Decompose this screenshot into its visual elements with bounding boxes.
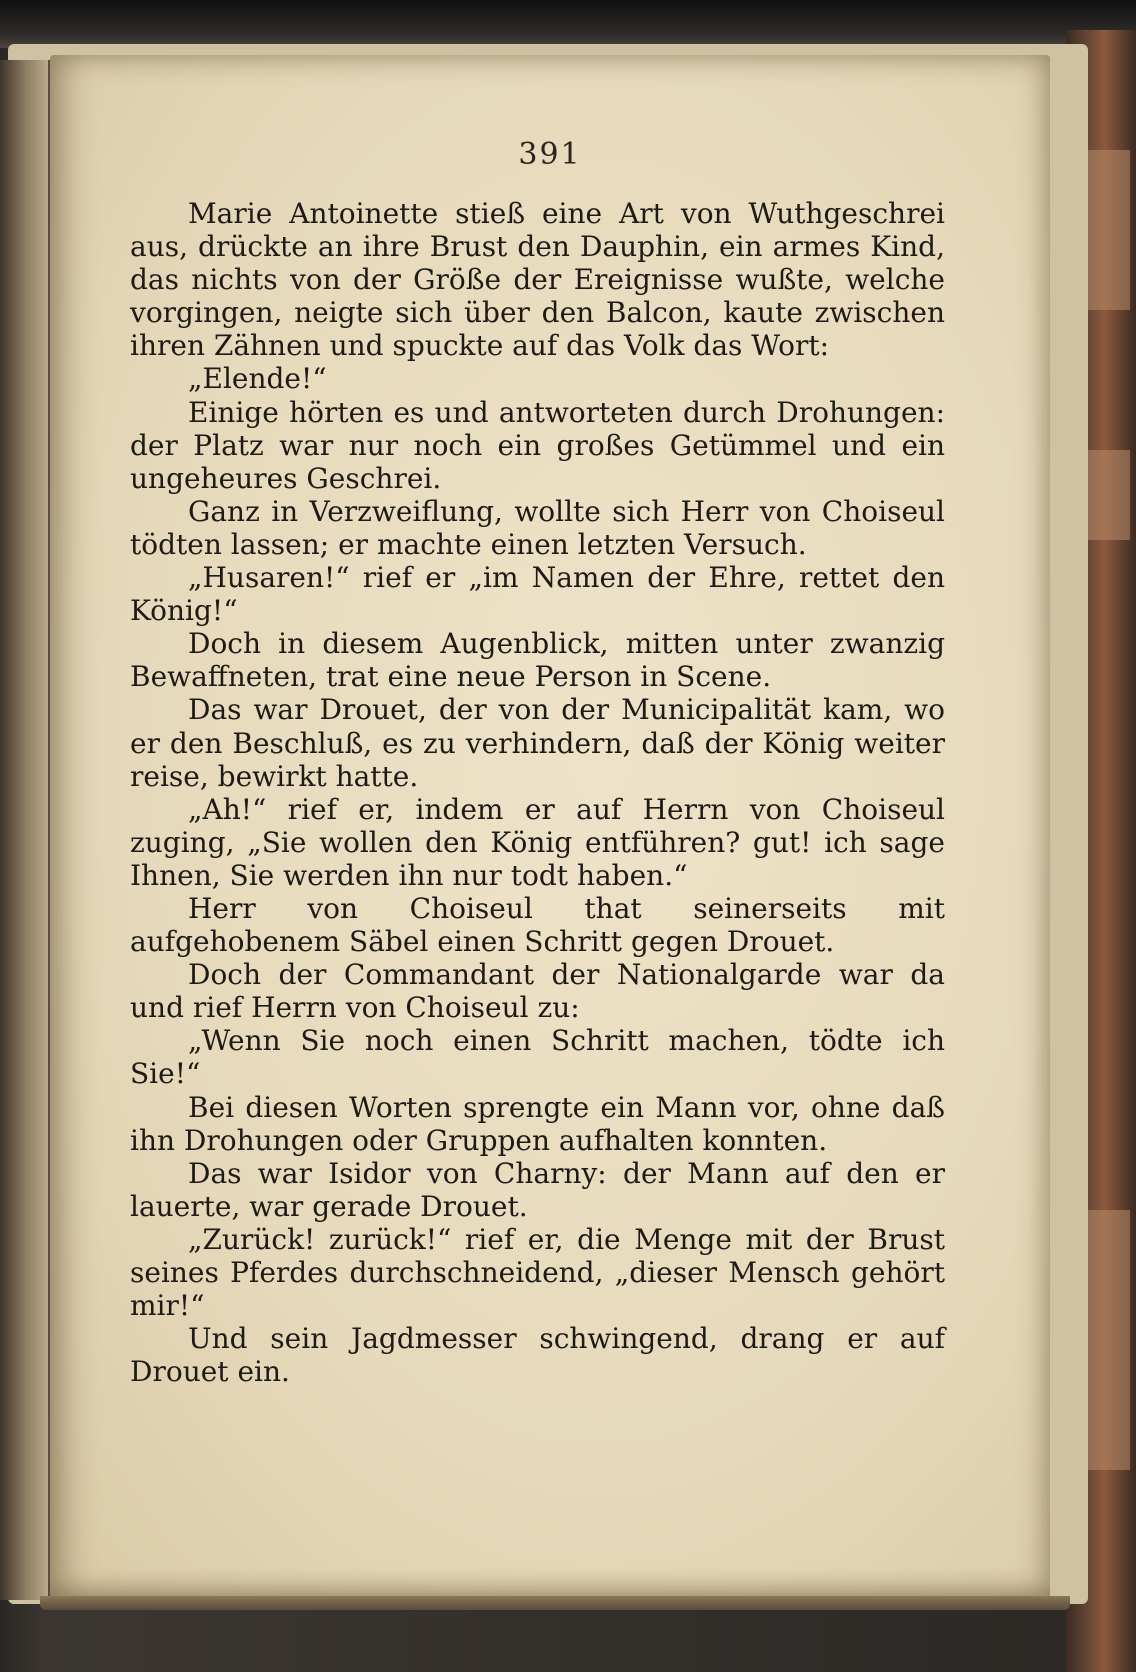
paragraph: „Elende!“	[188, 362, 327, 396]
paragraph: Und sein Jagdmesser schwingend, drang er auf Drouet ein.	[130, 1322, 945, 1389]
page-bottom-edge	[40, 1596, 1070, 1610]
page-text	[130, 197, 945, 1388]
page-number: 391	[518, 137, 582, 172]
paragraph: Bei diesen Worten sprengte ein Mann vor, ohne daß ihn Drohungen oder Gruppen aufhalten konnten.	[130, 1090, 945, 1157]
paragraph: Herr von Choiseul that seinerseits mit aufgehobenem Säbel einen Schritt gegen Drouet.	[130, 891, 945, 959]
paragraph: Marie Antoinette stieß eine Art von Wuthgeschrei aus, drückte an ihre Brust den Dauphin, ein armes Kind, das nichts von der Größe der Ereignisse wußte, welche vorgingen, neigte sich über den Balcon, kaute zwischen ihren Zähnen und spuckte auf das Volk das Wort:	[130, 197, 945, 363]
book-top-edge	[0, 0, 1136, 48]
paragraph: Doch der Commandant der Nationalgarde war da und rief Herrn von Choiseul zu:	[130, 958, 945, 1025]
paragraph: „Ah!“ rief er, indem er auf Herrn von Choiseul zuging, „Sie wollen den König entführen? gut! ich sage Ihnen, Sie werden ihn nur todt haben.“	[130, 792, 945, 892]
book-page	[50, 55, 1050, 1600]
paragraph: „Zurück! zurück!“ rief er, die Menge mit der Brust seines Pferdes durchschneidend, „dieser Mensch gehört mir!“	[130, 1222, 945, 1323]
paragraph: „Wenn Sie noch einen Schritt machen, tödte ich Sie!“	[130, 1024, 945, 1091]
paragraph: Ganz in Verzweiflung, wollte sich Herr von Choiseul tödten lassen; er machte einen letzten Versuch.	[130, 494, 945, 561]
page-gutter	[0, 60, 52, 1600]
paragraph: Das war Isidor von Charny: der Mann auf den er lauerte, war gerade Drouet.	[130, 1156, 945, 1223]
paragraph: Doch in diesem Augenblick, mitten unter zwanzig Bewaffneten, trat eine neue Person in Scene.	[130, 627, 945, 694]
paragraph: Das war Drouet, der von der Municipalität kam, wo er den Beschluß, es zu verhindern, daß der König weiter reise, bewirkt hatte.	[130, 693, 945, 793]
paragraph: „Husaren!“ rief er „im Namen der Ehre, rettet den König!“	[130, 561, 945, 628]
paragraph: Einige hörten es und antworteten durch Drohungen: der Platz war nur noch ein großes Getümmel und ein ungeheures Geschrei.	[130, 395, 945, 495]
